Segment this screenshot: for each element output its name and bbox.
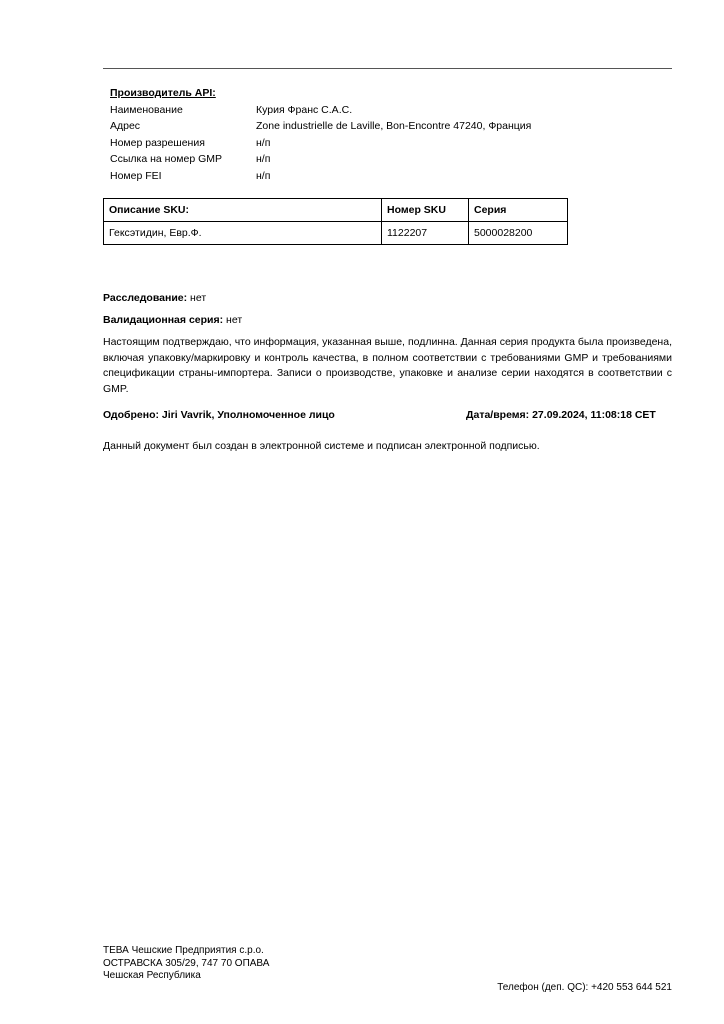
api-value: н/п xyxy=(256,169,271,182)
validation-series-value: нет xyxy=(223,314,243,326)
api-row-gmp xyxy=(110,151,531,168)
investigation-line xyxy=(103,292,206,304)
api-label: Номер разрешения xyxy=(110,136,205,149)
api-manufacturer-section xyxy=(110,85,531,184)
sku-header-description: Описание SKU: xyxy=(104,199,382,222)
sku-table-header-row xyxy=(104,199,568,222)
api-row-address xyxy=(110,118,531,135)
esign-note: Данный документ был создан в электронной системе и подписан электронной подписью. xyxy=(103,440,540,452)
confirmation-paragraph: Настоящим подтверждаю, что информация, указанная выше, подлинна. Данная серия продукта была произведена, включая упаковку/маркировку и контроль качества, в полном соответствии с требованиями GMP и требованиями спецификации страны-импортера. Записи о производстве, упаковке и анализе серии находятся в соответствии с GMP. xyxy=(103,336,672,395)
validation-series-line xyxy=(103,314,242,326)
api-row-name xyxy=(110,102,531,119)
footer-address: ОСТРАВСКА 305/29, 747 70 ОПАВА xyxy=(103,957,270,969)
api-manufacturer-heading: Производитель API: xyxy=(110,87,216,99)
sku-header-series: Серия xyxy=(469,199,568,222)
footer-address-block xyxy=(103,945,269,983)
footer-phone: Телефон (деп. QC): +420 553 644 521 xyxy=(497,982,672,993)
approved-by: Одобрено: Jiri Vavrik, Уполномоченное лицо xyxy=(103,409,335,421)
sku-cell-number: 1122207 xyxy=(382,222,469,245)
top-divider xyxy=(103,68,672,69)
api-label: Номер FEI xyxy=(110,169,162,182)
table-row xyxy=(104,222,568,245)
api-value: Zone industrielle de Laville, Bon-Encontre 47240, Франция xyxy=(256,120,532,132)
sku-table xyxy=(103,198,568,245)
footer-country: Чешская Республика xyxy=(103,970,201,981)
api-label: Адрес xyxy=(110,120,141,132)
api-label: Ссылка на номер GMP xyxy=(110,153,223,165)
sku-header-number: Номер SKU xyxy=(382,199,469,222)
sku-cell-series: 5000028200 xyxy=(469,222,568,245)
api-value: н/п xyxy=(256,153,271,165)
validation-series-label: Валидационная серия: xyxy=(103,314,224,326)
approval-datetime: Дата/время: 27.09.2024, 11:08:18 CET xyxy=(466,409,656,421)
investigation-value: нет xyxy=(187,292,207,304)
api-row-fei xyxy=(110,168,531,185)
footer-company: ТЕВА Чешские Предприятия с.р.о. xyxy=(103,945,264,956)
sku-cell-description: Гексэтидин, Евр.Ф. xyxy=(104,222,382,245)
api-label: Наименование xyxy=(110,103,183,116)
api-row-permit xyxy=(110,135,531,152)
api-value: н/п xyxy=(256,136,271,149)
api-value: Курия Франс С.А.С. xyxy=(256,103,353,116)
investigation-label: Расследование: xyxy=(103,292,188,304)
